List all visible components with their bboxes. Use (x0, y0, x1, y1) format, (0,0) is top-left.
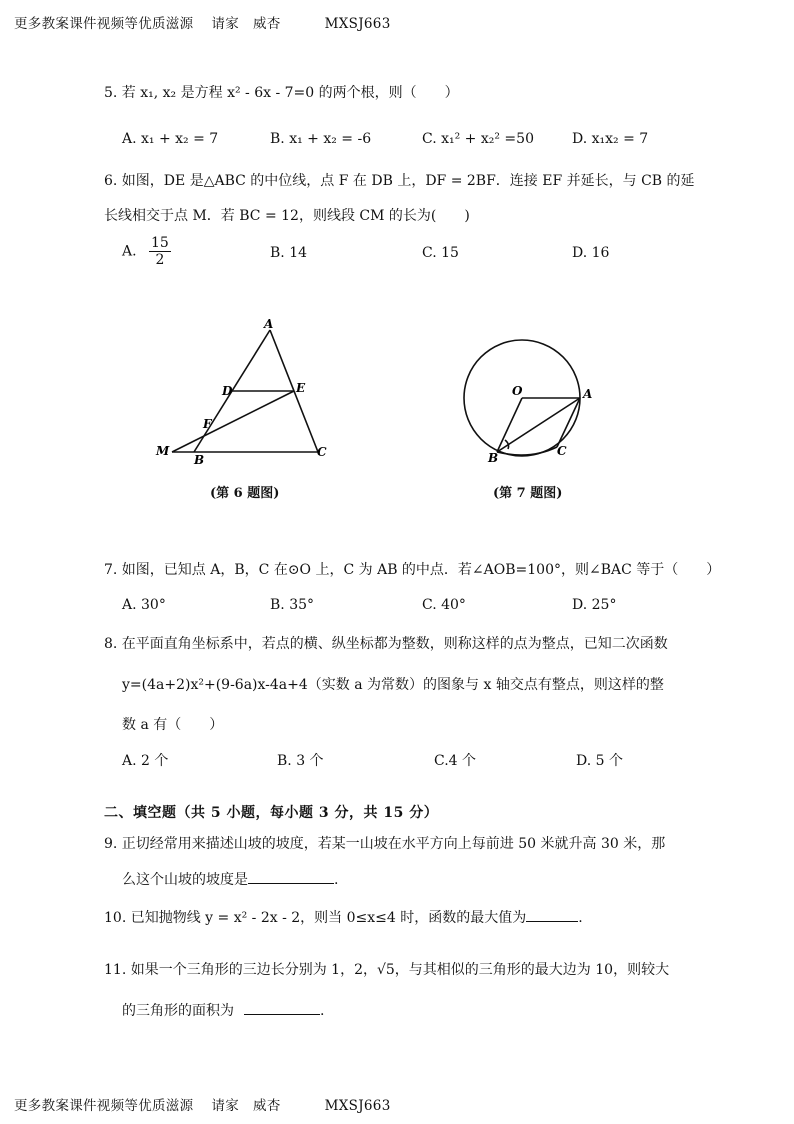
label-c: C (317, 445, 327, 459)
q11-prefix: 的三角形的面积为 (122, 1003, 234, 1019)
figure-6-triangle-diagram (150, 312, 340, 472)
figure-6-caption: (第 6 题图) (210, 486, 280, 501)
question-11-line-2 (122, 1000, 324, 1020)
label-f: F (203, 417, 212, 431)
question-8-line-3: 数 a 有（ ） (122, 717, 224, 733)
question-6-line-1: 6. 如图，DE 是△ABC 的中位线，点 F 在 DB 上，DF = 2BF．连接 EF 并延长，与 CB 的延 (104, 173, 695, 189)
q10-prefix: 10. 已知抛物线 y = x² - 2x - 2，则当 0≤x≤4 时，函数的最大值为 (104, 910, 527, 926)
q6-option-a-numerator: 15 (151, 235, 169, 251)
header-contact-a: 请家 (211, 16, 240, 32)
q8-option-a: A. 2 个 (122, 753, 169, 769)
segment-em (172, 391, 294, 452)
section-fill-in-title: 二、填空题（共 5 小题，每小题 3 分，共 15 分） (104, 805, 439, 821)
q6-option-d: D. 16 (572, 245, 610, 261)
footer-promo: 更多教案课件视频等优质滋源 (14, 1098, 194, 1114)
q11-suffix: . (320, 1003, 325, 1019)
footer-contact-a: 请家 (211, 1098, 240, 1114)
q7-option-b: B. 35° (270, 597, 315, 613)
label-b: B (194, 453, 205, 467)
arc-bc-mark (497, 447, 557, 455)
q9-answer-blank[interactable] (248, 871, 334, 884)
question-9-line-1: 9. 正切经常用来描述山坡的坡度，若某一山坡在水平方向上每前进 50 米就升高 30 米，那 (104, 836, 666, 852)
q10-suffix: . (578, 910, 583, 926)
q5-option-c: C. x₁² + x₂² =50 (422, 131, 534, 147)
q5-option-a: A. x₁ + x₂ = 7 (122, 131, 219, 147)
figure-7-circle-diagram (455, 332, 605, 472)
page-footer (14, 1094, 391, 1114)
q8-option-c: C.4 个 (434, 753, 477, 769)
label-a: A (583, 387, 593, 401)
footer-code: MXSJ663 (324, 1098, 391, 1114)
question-11-line-1: 11. 如果一个三角形的三边长分别为 1，2，√5，与其相似的三角形的最大边为 10，则较大 (104, 962, 670, 978)
header-contact-b: 威杏 (253, 16, 281, 32)
question-8-line-1: 8. 在平面直角坐标系中，若点的横、纵坐标都为整数，则称这样的点为整点，已知二次函数 (104, 636, 668, 652)
q8-option-d: D. 5 个 (576, 753, 623, 769)
question-9-line-2 (122, 869, 338, 889)
q10-answer-blank[interactable] (526, 909, 578, 922)
q7-option-a: A. 30° (122, 597, 166, 613)
label-d: D (222, 384, 233, 398)
q11-answer-blank[interactable] (244, 1002, 320, 1015)
question-7-stem: 7. 如图，已知点 A，B，C 在⊙O 上，C 为 AB 的中点．若∠AOB=100°，则∠BAC 等于（ ） (104, 562, 721, 578)
label-c: C (557, 444, 567, 458)
q7-option-c: C. 40° (422, 597, 466, 613)
q9-suffix: . (334, 872, 339, 888)
q7-option-d: D. 25° (572, 597, 617, 613)
q6-option-a-fraction (149, 235, 171, 268)
q6-option-a (122, 235, 171, 268)
label-b: B (488, 451, 499, 465)
angle-mark-b (505, 440, 509, 449)
label-o: O (512, 384, 523, 398)
label-a: A (264, 317, 274, 331)
q5-option-b: B. x₁ + x₂ = -6 (270, 131, 372, 147)
header-code: MXSJ663 (324, 16, 391, 32)
question-5-stem: 5. 若 x₁, x₂ 是方程 x² - 6x - 7=0 的两个根，则（ ） (104, 85, 459, 101)
question-10 (104, 907, 583, 927)
label-e: E (296, 381, 306, 395)
page-header (14, 12, 391, 32)
q6-option-b: B. 14 (270, 245, 308, 261)
q6-option-c: C. 15 (422, 245, 459, 261)
q9-prefix: 么这个山坡的坡度是 (122, 872, 248, 888)
question-6-line-2: 长线相交于点 M．若 BC = 12，则线段 CM 的长为( ) (104, 208, 470, 224)
q8-option-b: B. 3 个 (277, 753, 324, 769)
figure-7-caption: (第 7 题图) (493, 486, 563, 501)
label-m: M (156, 444, 170, 458)
q6-option-a-denominator: 2 (155, 252, 165, 269)
q5-option-d: D. x₁x₂ = 7 (572, 131, 649, 147)
q6-option-a-label: A. (122, 243, 137, 260)
header-promo: 更多教案课件视频等优质滋源 (14, 16, 194, 32)
question-8-line-2: y=(4a+2)x²+(9-6a)x-4a+4（实数 a 为常数）的图象与 x 轴交点有整点，则这样的整 (122, 677, 664, 693)
footer-contact-b: 威杏 (253, 1098, 281, 1114)
